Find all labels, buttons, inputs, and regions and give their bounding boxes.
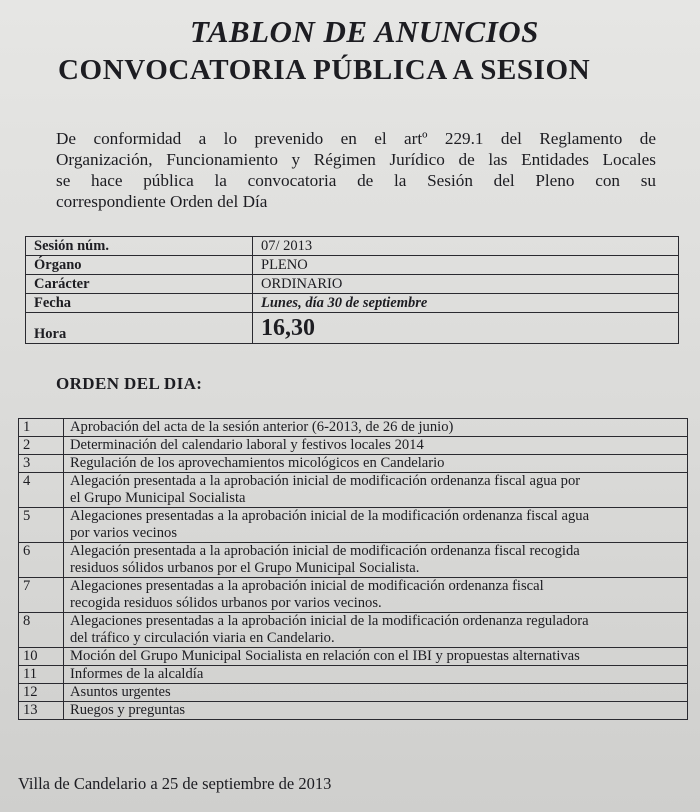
session-row [26,275,679,294]
session-value: Lunes, día 30 de septiembre [253,294,679,313]
agenda-row [19,508,688,543]
agenda-item-line: Alegaciones presentadas a la aprobación inicial de la modificación ordenanza reguladora [70,613,589,629]
agenda-row [19,473,688,508]
session-label: Órgano [26,256,253,275]
agenda-item-text [64,613,688,648]
agenda-row [19,455,688,473]
agenda-item-line: Determinación del calendario laboral y festivos locales 2014 [70,437,424,453]
agenda-item-text [64,702,688,720]
agenda-row [19,419,688,437]
agenda-item-text [64,543,688,578]
session-row [26,294,679,313]
agenda-row [19,684,688,702]
intro-line: correspondiente Orden del Día [56,192,268,211]
agenda-row [19,543,688,578]
place-date-line: Villa de Candelario a 25 de septiembre de 2013 [18,774,332,793]
agenda-item-number: 10 [19,648,64,666]
agenda-item-text [64,508,688,543]
agenda-row [19,666,688,684]
agenda-item-number: 5 [19,508,64,543]
agenda-item-line: Asuntos urgentes [70,684,171,700]
agenda-item-number: 7 [19,578,64,613]
session-row [26,313,679,344]
agenda-heading: ORDEN DEL DIA: [56,374,203,393]
agenda-item-number: 1 [19,419,64,437]
session-label: Sesión núm. [26,237,253,256]
session-label: Hora [26,313,253,344]
agenda-item-text [64,455,688,473]
session-value: 07/ 2013 [253,237,679,256]
notice-board-title: TABLON DE ANUNCIOS [190,14,539,49]
session-info-table [25,236,679,344]
agenda-item-number: 12 [19,684,64,702]
agenda-item-number: 2 [19,437,64,455]
agenda-item-text [64,419,688,437]
agenda-item-line: Alegaciones presentadas a la aprobación inicial de modificación ordenanza fiscal [70,578,544,594]
agenda-item-line: Alegación presentada a la aprobación inicial de modificación ordenanza fiscal recogida [70,543,580,559]
agenda-item-text [64,578,688,613]
agenda-row [19,578,688,613]
agenda-row [19,702,688,720]
agenda-item-line: Alegación presentada a la aprobación inicial de modificación ordenanza fiscal agua por [70,473,581,489]
agenda-item-number: 13 [19,702,64,720]
intro-line: Organización, Funcionamiento y Régimen Jurídico de las Entidades Locales [56,150,656,169]
agenda-item-line: Alegaciones presentadas a la aprobación inicial de la modificación ordenanza fiscal agua [70,508,590,524]
convocation-title: CONVOCATORIA PÚBLICA A SESION [58,54,591,86]
agenda-item-text [64,437,688,455]
agenda-item-line: Ruegos y preguntas [70,702,186,718]
agenda-row [19,613,688,648]
session-value: 16,30 [253,313,679,344]
intro-paragraph [56,128,656,212]
agenda-item-number: 6 [19,543,64,578]
agenda-item-number: 4 [19,473,64,508]
agenda-item-line: Aprobación del acta de la sesión anterior (6-2013, de 26 de junio) [70,419,454,435]
session-label: Carácter [26,275,253,294]
agenda-item-text [64,473,688,508]
agenda-item-line: recogida residuos sólidos urbanos por varios vecinos. [70,595,382,611]
session-row [26,256,679,275]
intro-line: se hace pública la convocatoria de la Sesión del Pleno con su [56,171,656,190]
agenda-item-text [64,648,688,666]
session-value: PLENO [253,256,679,275]
agenda-item-text [64,684,688,702]
session-value: ORDINARIO [253,275,679,294]
agenda-row [19,648,688,666]
intro-line: De conformidad a lo prevenido en el artº 229.1 del Reglamento de [56,129,656,148]
session-label: Fecha [26,294,253,313]
agenda-item-number: 8 [19,613,64,648]
agenda-item-line: residuos sólidos urbanos por el Grupo Municipal Socialista. [70,560,420,576]
agenda-item-line: por varios vecinos [70,525,177,541]
agenda-item-line: el Grupo Municipal Socialista [70,490,246,506]
agenda-item-line: Moción del Grupo Municipal Socialista en relación con el IBI y propuestas alternativas [70,648,580,664]
agenda-item-number: 11 [19,666,64,684]
agenda-item-line: del tráfico y circulación viaria en Candelario. [70,630,335,646]
agenda-item-line: Informes de la alcaldía [70,666,204,682]
agenda-table [18,418,688,720]
agenda-row [19,437,688,455]
agenda-item-line: Regulación de los aprovechamientos micológicos en Candelario [70,455,445,471]
agenda-item-number: 3 [19,455,64,473]
agenda-item-text [64,666,688,684]
session-row [26,237,679,256]
